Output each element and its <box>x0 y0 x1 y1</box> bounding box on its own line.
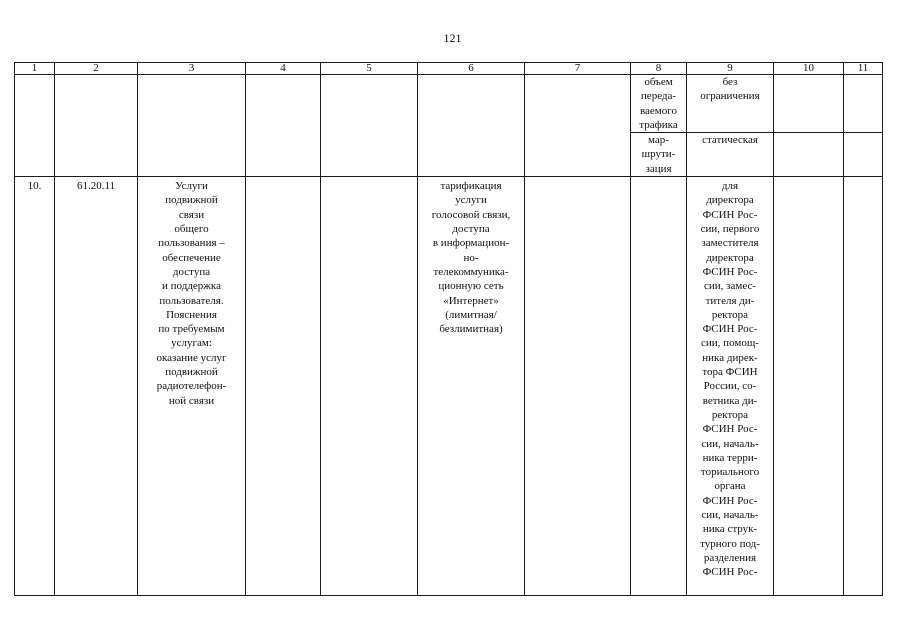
empty-cell <box>246 177 321 596</box>
document-table <box>14 62 883 596</box>
traffic-volume-value-cell <box>687 75 774 133</box>
empty-cell <box>525 75 631 177</box>
characteristic-cell <box>418 177 525 596</box>
empty-cell <box>321 75 418 177</box>
column-number: 11 <box>844 63 883 75</box>
empty-cell <box>418 75 525 177</box>
page-number: 121 <box>443 31 462 45</box>
empty-cell <box>55 75 138 177</box>
table-row <box>15 177 883 596</box>
routing-label-cell <box>631 133 687 177</box>
empty-cell <box>525 177 631 596</box>
column-number: 9 <box>687 63 774 75</box>
column-number: 8 <box>631 63 687 75</box>
empty-cell <box>774 75 844 133</box>
empty-cell <box>321 177 418 596</box>
empty-cell <box>774 177 844 596</box>
service-description: Услуги подвижной связи общего пользования – обеспечение доступа и поддержка пользователя. Пояснения по требуемым услугам: оказание услуг подвижной радиотелефон- ной связи <box>156 180 227 407</box>
column-number: 7 <box>525 63 631 75</box>
row-index: 10. <box>27 180 42 193</box>
routing-label: мар- шрути- зация <box>641 134 676 175</box>
empty-cell <box>774 133 844 177</box>
empty-cell <box>138 75 246 177</box>
subheader-row <box>15 75 883 133</box>
okpd-code-cell <box>55 177 138 596</box>
empty-cell <box>844 177 883 596</box>
empty-cell <box>15 75 55 177</box>
row-index-cell <box>15 177 55 596</box>
column-number-row <box>15 63 883 75</box>
column-number: 10 <box>774 63 844 75</box>
column-number: 6 <box>418 63 525 75</box>
routing-value-cell <box>687 133 774 177</box>
positions-text: для директора ФСИН Рос- сии, первого заместителя директора ФСИН Рос- сии, замес- тителя ди- ректора ФСИН Рос- сии, помощ- ника дирек- тора ФСИН России, со- ветника ди- ректора ФСИН Рос- сии, началь- ника терри- ториального органа ФСИН Рос- сии, началь- ника струк- турного под- разделения ФСИН Рос- <box>700 180 760 579</box>
characteristic-text: тарификация услуги голосовой связи, доступа в информацион- но- телекоммуника- ционную сеть «Интернет» (лимитная/ безлимитная) <box>431 180 511 336</box>
column-number: 2 <box>55 63 138 75</box>
traffic-volume-value: без ограничения <box>700 76 760 103</box>
service-description-cell <box>138 177 246 596</box>
empty-cell <box>844 75 883 133</box>
column-number: 5 <box>321 63 418 75</box>
column-number: 4 <box>246 63 321 75</box>
empty-cell <box>246 75 321 177</box>
column-number: 3 <box>138 63 246 75</box>
okpd-code: 61.20.11 <box>76 180 116 193</box>
positions-cell <box>687 177 774 596</box>
empty-cell <box>844 133 883 177</box>
traffic-volume-label: объем переда- ваемого трафика <box>639 76 678 131</box>
routing-value: статическая <box>702 134 758 147</box>
column-number: 1 <box>15 63 55 75</box>
traffic-volume-label-cell <box>631 75 687 133</box>
empty-cell <box>631 177 687 596</box>
